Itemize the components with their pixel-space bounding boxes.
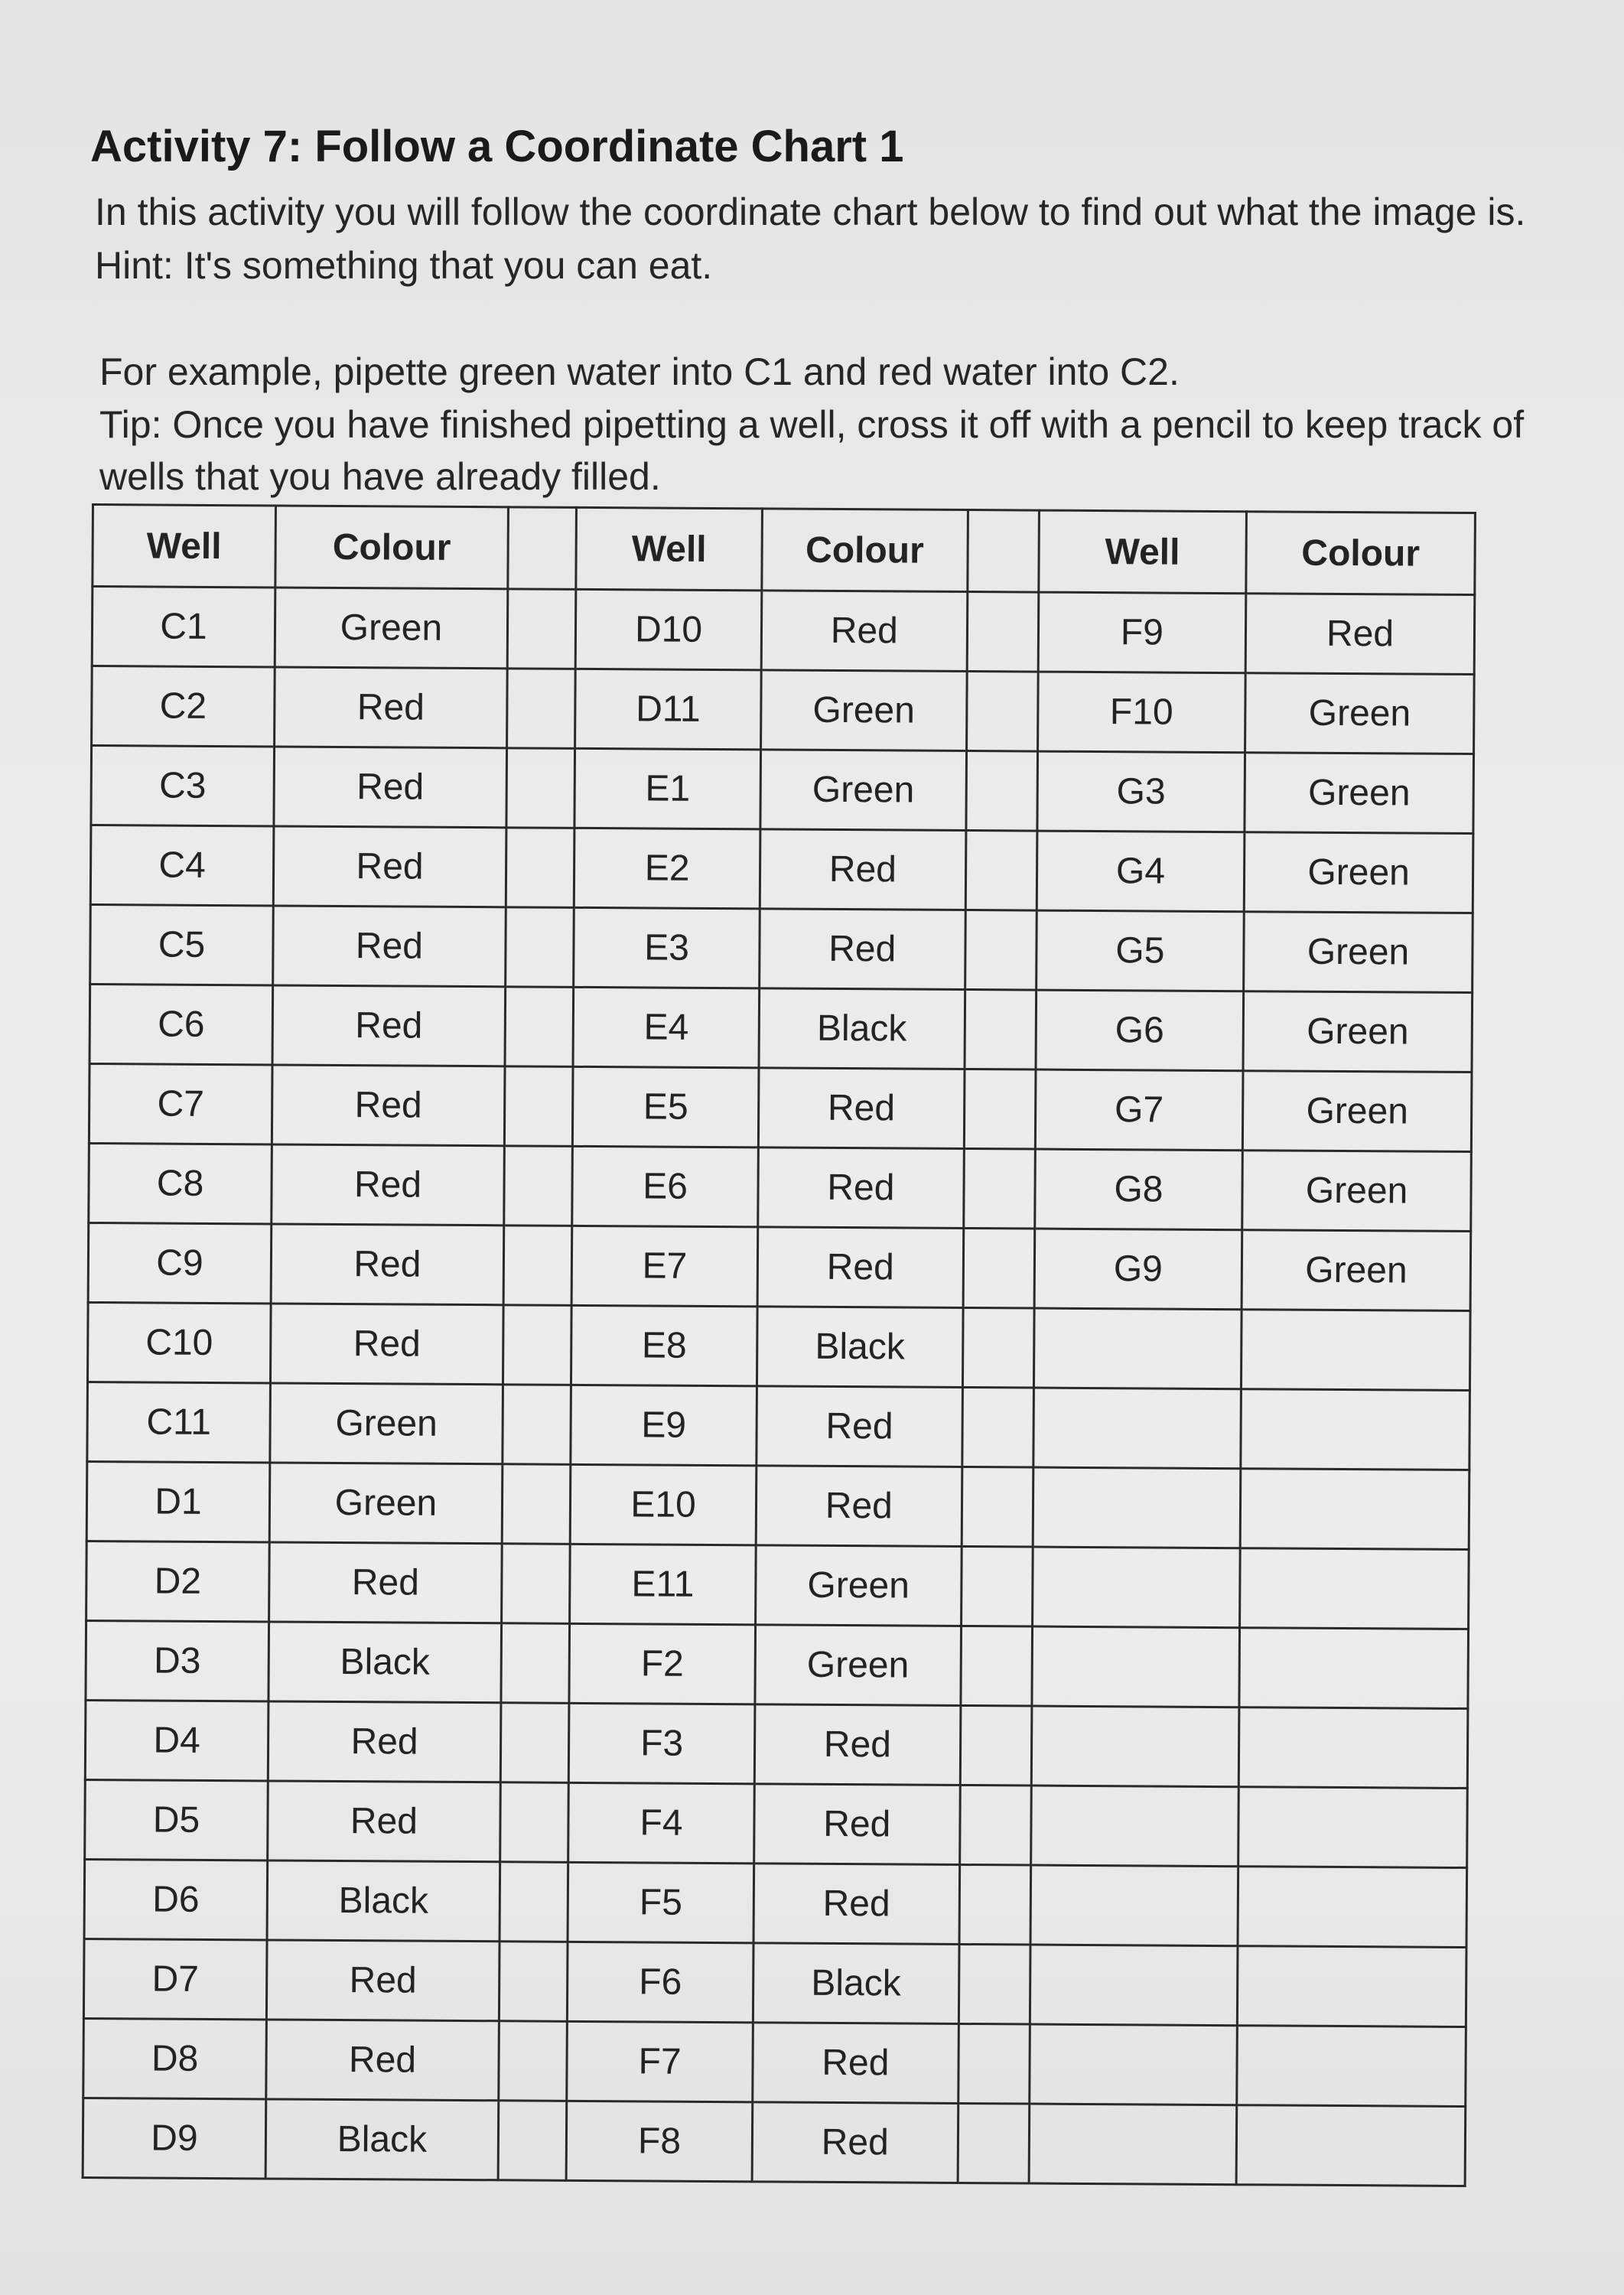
colour-cell: Green <box>1243 1071 1472 1152</box>
colour-cell: Red <box>272 985 505 1066</box>
spacer-cell <box>503 1226 572 1306</box>
colour-cell: Black <box>265 2099 498 2180</box>
spacer-cell <box>958 2023 1030 2104</box>
colour-cell: Red <box>760 829 965 910</box>
well-cell: C1 <box>92 587 275 667</box>
spacer-cell <box>967 591 1039 672</box>
colour-cell: Green <box>275 588 507 669</box>
well-cell: D7 <box>83 1939 267 2019</box>
colour-cell: Red <box>753 2023 958 2104</box>
colour-cell: Green <box>269 1463 502 1544</box>
table-row <box>85 1700 1468 1788</box>
well-cell: D6 <box>84 1859 268 1939</box>
well-cell: C9 <box>88 1222 272 1303</box>
colour-cell: Green <box>1242 1230 1470 1311</box>
well-cell <box>1030 1786 1238 1867</box>
colour-cell: Red <box>760 909 965 990</box>
spacer-cell <box>498 2101 567 2181</box>
colour-cell <box>1238 1787 1467 1868</box>
well-cell <box>1031 1706 1239 1787</box>
well-cell: G7 <box>1035 1069 1243 1151</box>
spacer-cell <box>965 989 1037 1069</box>
colour-cell <box>1240 1548 1469 1629</box>
spacer-cell <box>506 828 574 908</box>
spacer-cell <box>965 830 1037 910</box>
spacer-cell <box>964 1069 1036 1149</box>
well-cell: G8 <box>1034 1149 1242 1230</box>
spacer-cell <box>506 748 575 828</box>
colour-cell: Red <box>269 1542 502 1623</box>
table-header-row <box>93 505 1476 595</box>
colour-cell <box>1238 1946 1466 2027</box>
well-cell: C2 <box>92 666 275 747</box>
well-cell: C8 <box>89 1143 272 1223</box>
well-cell: E2 <box>574 828 760 908</box>
spacer-cell <box>501 1544 570 1624</box>
colour-header: Colour <box>275 506 509 589</box>
spacer-cell <box>504 1146 573 1226</box>
well-cell: D3 <box>86 1620 269 1701</box>
well-cell: D2 <box>86 1541 270 1621</box>
well-cell: F2 <box>569 1623 756 1704</box>
tip-text: Tip: Once you have finished pipetting a well, cross it off with a pencil to keep track of <box>99 403 1525 446</box>
colour-cell: Red <box>753 1864 959 1945</box>
colour-cell: Green <box>755 1625 961 1706</box>
colour-cell: Black <box>267 1860 500 1942</box>
well-cell: G5 <box>1036 910 1244 991</box>
well-cell: F3 <box>568 1703 755 1783</box>
colour-cell: Black <box>268 1622 501 1703</box>
well-cell <box>1029 2024 1237 2105</box>
well-cell: C4 <box>90 825 274 906</box>
table-row <box>88 1222 1471 1310</box>
well-header: Well <box>93 505 276 588</box>
well-cell: E3 <box>574 907 760 988</box>
well-cell <box>1033 1308 1242 1389</box>
colour-cell: Red <box>756 1466 962 1547</box>
table-row <box>86 1620 1469 1708</box>
colour-cell: Red <box>273 906 506 987</box>
colour-cell: Red <box>271 1224 503 1305</box>
table-row <box>83 2098 1466 2186</box>
table-row <box>86 1461 1469 1549</box>
well-cell: G4 <box>1037 831 1245 912</box>
spacer-cell <box>958 2103 1030 2183</box>
colour-cell: Red <box>1245 594 1474 675</box>
spacer-cell <box>499 2021 568 2101</box>
spacer-cell <box>500 1862 568 1942</box>
spacer-cell <box>962 1307 1034 1388</box>
well-cell: F4 <box>568 1782 755 1863</box>
spacer-cell <box>965 750 1037 831</box>
colour-cell <box>1239 1628 1468 1709</box>
well-cell: E1 <box>574 748 761 828</box>
spacer-cell <box>502 1464 571 1545</box>
spacer-cell <box>505 987 574 1067</box>
spacer-header <box>508 507 577 590</box>
well-cell: E7 <box>571 1226 758 1306</box>
colour-cell: Red <box>274 747 506 828</box>
table-row <box>92 587 1475 675</box>
colour-cell: Green <box>1243 991 1472 1073</box>
table-row <box>90 904 1473 992</box>
colour-cell: Black <box>753 1943 958 2024</box>
well-cell: D1 <box>86 1461 270 1541</box>
spacer-cell <box>959 1864 1031 1945</box>
colour-cell: Red <box>758 1148 964 1229</box>
well-cell: E5 <box>572 1066 759 1147</box>
well-cell: D11 <box>575 669 762 749</box>
colour-cell: Red <box>268 1701 500 1782</box>
colour-cell <box>1241 1389 1469 1470</box>
colour-cell: Green <box>1245 753 1473 834</box>
colour-cell: Red <box>757 1386 962 1467</box>
well-cell: C6 <box>89 984 273 1064</box>
well-cell: D5 <box>85 1779 268 1860</box>
colour-cell: Green <box>1244 912 1473 993</box>
spacer-cell <box>500 1782 569 1863</box>
table-row <box>92 666 1475 754</box>
colour-cell: Red <box>272 1144 504 1226</box>
table-body <box>83 587 1475 2186</box>
spacer-cell <box>501 1623 570 1704</box>
table-row <box>84 1859 1467 1947</box>
colour-cell: Red <box>754 1784 960 1865</box>
well-cell: C3 <box>91 746 275 826</box>
table-row <box>89 984 1473 1072</box>
spacer-cell <box>962 1387 1033 1467</box>
spacer-cell <box>506 907 574 988</box>
spacer-cell <box>503 1305 571 1385</box>
colour-cell <box>1237 2026 1466 2107</box>
intro-text: In this activity you will follow the coordinate chart below to find out what the image is. <box>95 190 1526 233</box>
colour-cell: Red <box>761 591 967 672</box>
colour-cell: Red <box>266 2020 499 2101</box>
spacer-cell <box>962 1467 1033 1547</box>
colour-cell: Green <box>756 1545 962 1626</box>
well-cell: E8 <box>571 1305 757 1385</box>
colour-cell <box>1242 1310 1470 1391</box>
colour-cell: Red <box>758 1068 964 1149</box>
colour-cell <box>1240 1469 1469 1550</box>
table-row <box>83 2018 1466 2106</box>
well-cell <box>1030 1945 1238 2026</box>
well-header: Well <box>1039 510 1247 594</box>
spacer-cell <box>503 1385 571 1465</box>
colour-cell: Green <box>270 1383 503 1464</box>
well-cell: E11 <box>570 1544 757 1624</box>
colour-cell: Red <box>266 1940 499 2021</box>
table-row <box>83 1939 1466 2026</box>
colour-cell: Red <box>752 2102 958 2183</box>
spacer-cell <box>961 1546 1033 1626</box>
well-cell <box>1032 1626 1240 1707</box>
well-cell: C10 <box>87 1302 271 1382</box>
colour-cell: Red <box>272 1065 504 1146</box>
tip-text-continued: wells that you have already filled. <box>99 455 661 498</box>
well-cell: D9 <box>83 2098 266 2178</box>
spacer-cell <box>506 669 575 749</box>
well-cell: G6 <box>1036 990 1244 1071</box>
table-row <box>87 1302 1470 1390</box>
coordinate-chart-table <box>82 503 1476 2187</box>
well-cell: E4 <box>573 987 760 1067</box>
table-row <box>91 746 1474 834</box>
colour-cell: Red <box>271 1304 503 1385</box>
spacer-cell <box>958 1944 1030 2024</box>
well-cell: E6 <box>572 1146 759 1226</box>
well-cell: G9 <box>1034 1229 1242 1310</box>
colour-cell: Green <box>761 670 967 751</box>
well-cell <box>1033 1467 1241 1548</box>
colour-cell: Red <box>268 1781 500 1862</box>
spacer-cell <box>504 1066 573 1147</box>
well-cell: C11 <box>87 1382 271 1462</box>
well-cell: G3 <box>1037 751 1245 832</box>
spacer-cell <box>963 1228 1035 1308</box>
well-cell: C5 <box>90 904 274 985</box>
well-cell <box>1029 2104 1237 2185</box>
table-row <box>87 1382 1470 1470</box>
colour-cell: Red <box>275 667 507 748</box>
spacer-cell <box>499 1942 568 2022</box>
colour-cell: Black <box>757 1307 963 1388</box>
well-cell: F6 <box>567 1942 753 2022</box>
colour-cell: Red <box>273 826 506 907</box>
table-row <box>86 1541 1469 1629</box>
spacer-cell <box>500 1703 569 1783</box>
table-row <box>89 1063 1472 1151</box>
colour-header: Colour <box>762 509 968 592</box>
colour-cell: Green <box>760 750 966 831</box>
colour-cell <box>1236 2105 1465 2186</box>
well-cell: F10 <box>1037 672 1245 753</box>
colour-cell <box>1238 1707 1467 1789</box>
well-cell <box>1032 1547 1240 1628</box>
example-text: For example, pipette green water into C1 and red water into C2. <box>99 350 1180 393</box>
spacer-cell <box>965 910 1037 990</box>
well-cell: F7 <box>567 2021 753 2101</box>
spacer-cell <box>960 1626 1032 1706</box>
colour-cell: Green <box>1244 832 1473 913</box>
page-title: Activity 7: Follow a Coordinate Chart 1 <box>90 122 904 171</box>
well-cell: E10 <box>570 1464 757 1545</box>
spacer-cell <box>960 1705 1032 1786</box>
colour-cell: Black <box>759 988 965 1069</box>
spacer-header <box>967 509 1039 592</box>
table-row <box>85 1779 1468 1867</box>
colour-cell: Green <box>1245 673 1474 754</box>
well-cell: D4 <box>85 1700 268 1780</box>
spacer-cell <box>966 671 1038 751</box>
well-cell: F8 <box>566 2101 753 2181</box>
spacer-cell <box>959 1785 1031 1865</box>
colour-cell <box>1238 1867 1466 1948</box>
well-cell: E9 <box>571 1385 757 1465</box>
table-row <box>90 825 1473 913</box>
well-cell: F5 <box>568 1862 754 1942</box>
well-header: Well <box>576 507 763 590</box>
well-cell <box>1033 1388 1242 1469</box>
colour-cell: Red <box>757 1227 963 1308</box>
colour-cell: Red <box>754 1704 960 1786</box>
hint-text: Hint: It's something that you can eat. <box>95 244 713 287</box>
well-cell: F9 <box>1038 592 1246 673</box>
well-cell: C7 <box>89 1063 272 1144</box>
well-cell <box>1030 1865 1238 1946</box>
well-cell: D8 <box>83 2018 267 2098</box>
spacer-cell <box>963 1148 1035 1229</box>
table-row <box>89 1143 1472 1231</box>
well-cell: D10 <box>575 589 762 669</box>
colour-cell: Green <box>1242 1151 1471 1232</box>
colour-header: Colour <box>1246 512 1476 595</box>
spacer-cell <box>507 589 576 669</box>
